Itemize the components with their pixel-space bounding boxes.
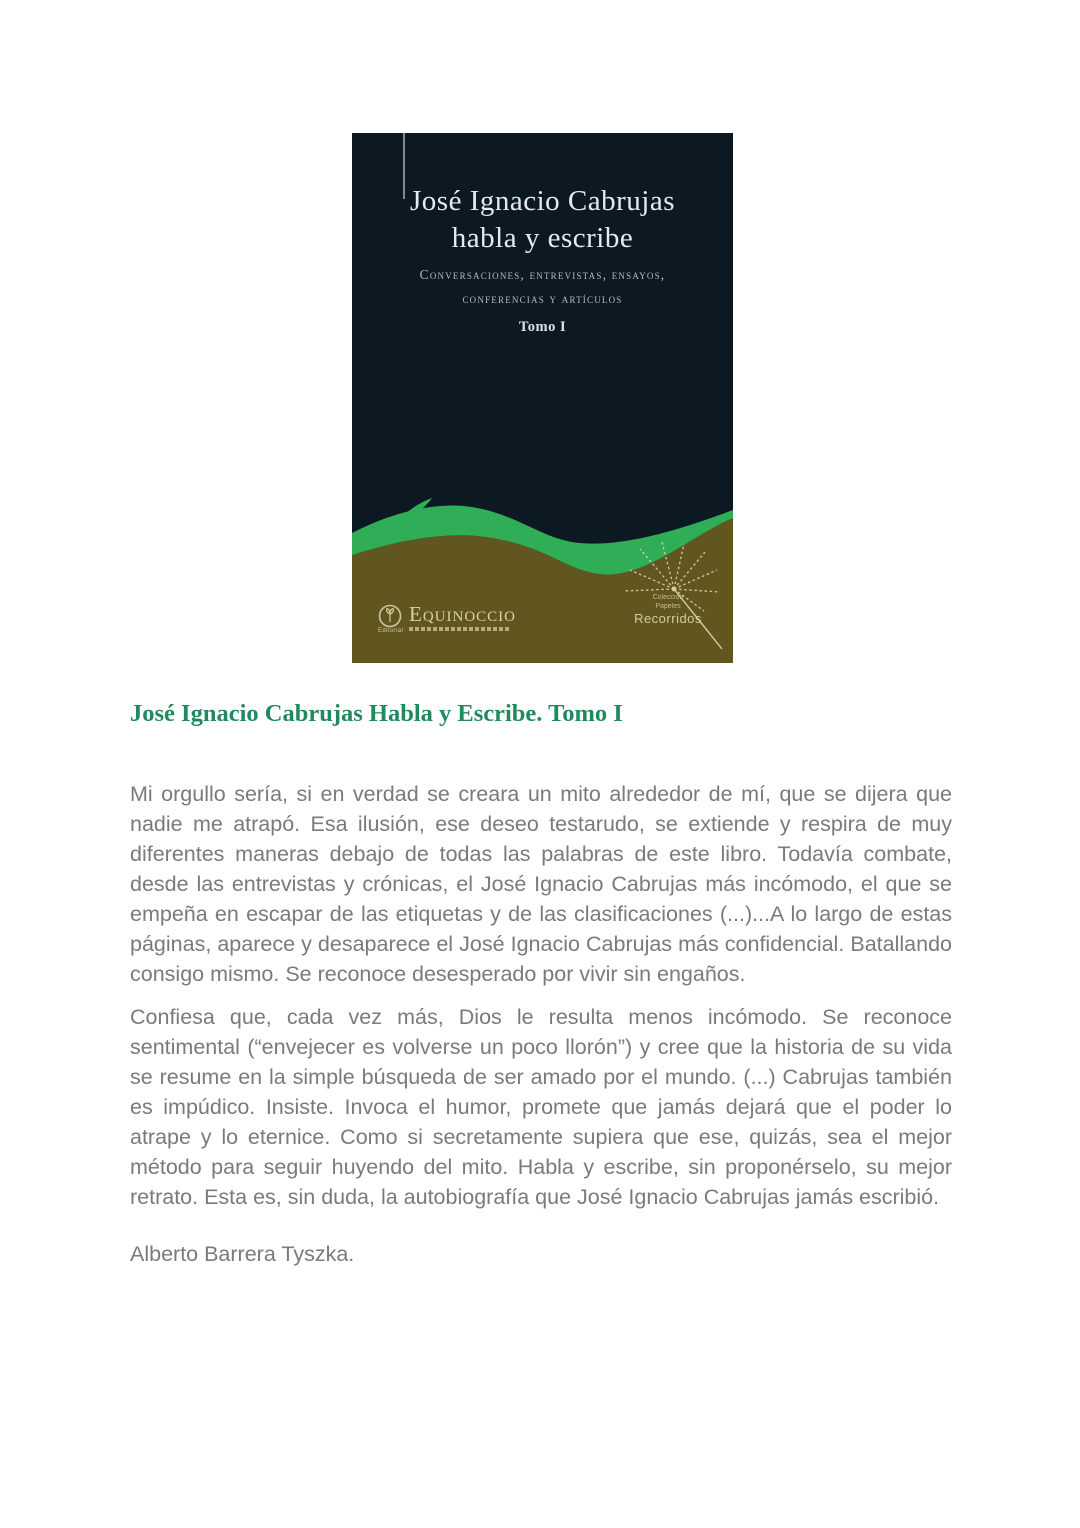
cover-title-line1: José Ignacio Cabrujas	[410, 185, 675, 217]
cover-title-line2: habla y escribe	[451, 222, 634, 254]
publisher-tagline-bar	[409, 627, 511, 631]
author-signature: Alberto Barrera Tyszka.	[130, 1242, 355, 1266]
article-body	[130, 779, 952, 1282]
collection-word-3: Recorridos	[634, 611, 702, 626]
article-paragraph-1: Mi orgullo sería, si en verdad se creara un mito alrededor de mí, que se dijera que nadie me atrapó. Esa ilusión, ese deseo testarudo, se extiende y respira de muy diferentes maneras debajo de todas las palabras de este libro. Todavía combate, desde las entrevistas y crónicas, el José Ignacio Cabrujas más incómodo, el que se empeña en escapar de las etiquetas y de las clasificaciones (...)...A lo largo de estas páginas, aparece y desaparece el José Ignacio Cabrujas más confidencial. Batallando consigo mismo. Se reconoce desesperado por vivir sin engaños.	[130, 782, 952, 986]
cover-volume-label: Tomo I	[518, 319, 567, 335]
book-cover	[352, 133, 733, 663]
publisher-editorial-label: Editorial	[378, 628, 404, 634]
cover-subtitle-line2: conferencias y artículos	[462, 291, 623, 306]
publisher-name: Equinoccio	[409, 602, 516, 626]
publisher-logo	[378, 604, 516, 636]
collection-word-2: Papeles	[655, 603, 681, 610]
article-paragraph-2: Confiesa que, cada vez más, Dios le resulta menos incómodo. Se reconoce sentimental (“envejecer es volverse un poco llorón”) y cree que la historia de su vida se resume en la simple búsqueda de ser amado por el mundo. (...) Cabrujas también es impúdico. Insiste. Invoca el humor, promete que jamás dejará que el poder lo atrape y lo eternice. Como si secretamente supiera que ese, quizás, sea el mejor método para seguir huyendo del mito. Habla y escribe, sin proponérselo, su mejor retrato. Esta es, sin duda, la autobiografía que José Ignacio Cabrujas jamás escribió.	[130, 1005, 952, 1209]
publisher-emblem	[378, 604, 404, 636]
collection-name	[626, 593, 710, 626]
collection-logo	[612, 537, 727, 657]
publisher-emblem-icon	[378, 604, 402, 628]
page-title: José Ignacio Cabrujas Habla y Escribe. Tomo I	[130, 700, 623, 727]
cover-subtitle	[352, 263, 733, 311]
cover-subtitle-line1: Conversaciones, entrevistas, ensayos,	[419, 267, 666, 282]
cover-title	[352, 183, 733, 257]
publisher-name-block	[409, 604, 516, 631]
collection-word-1: Colección	[652, 594, 684, 601]
